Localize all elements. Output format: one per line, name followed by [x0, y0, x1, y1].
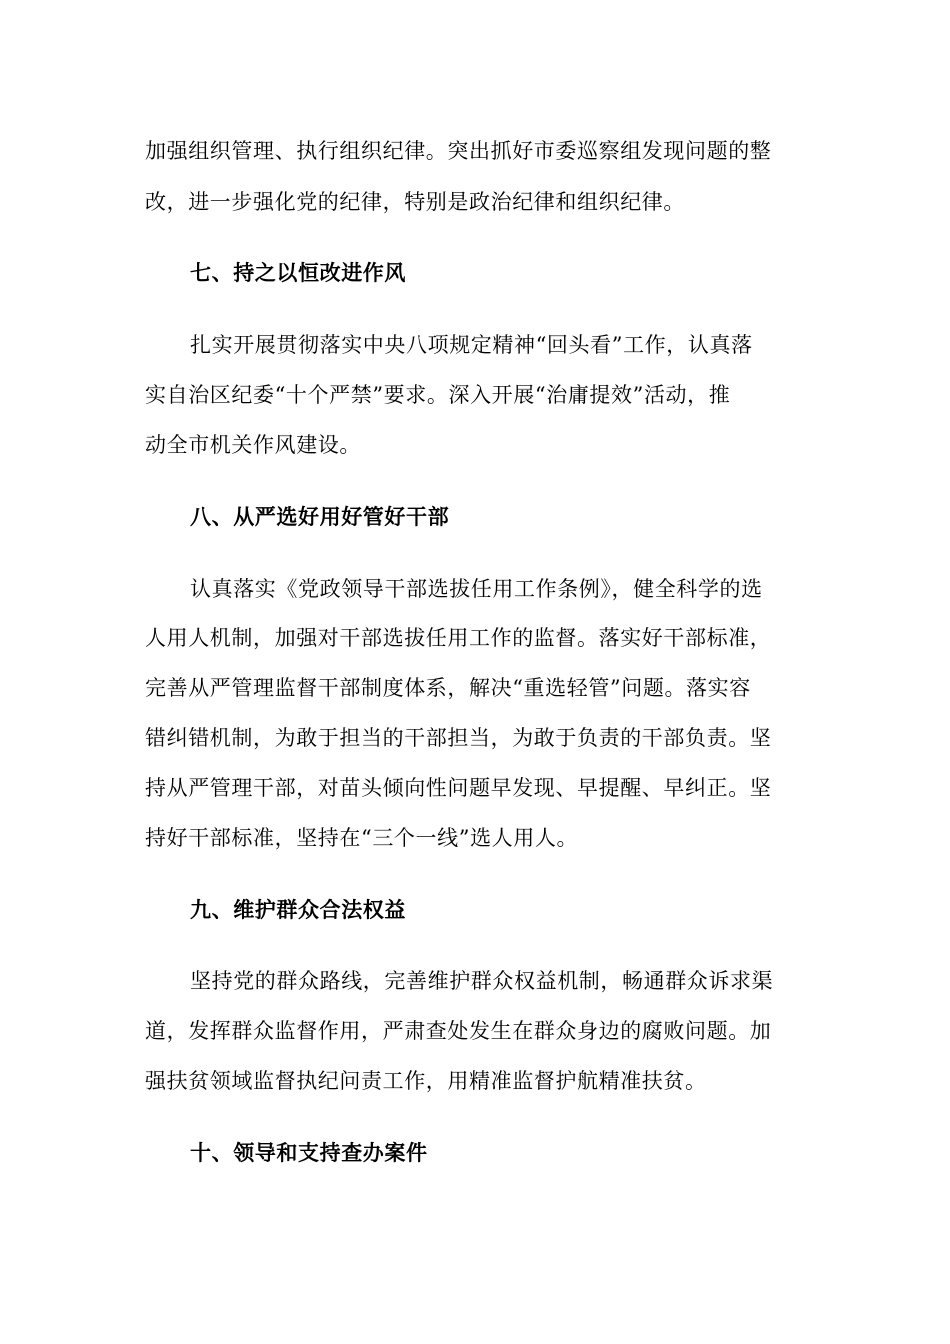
- section-heading-10: 十、领导和支持查办案件: [190, 1140, 428, 1165]
- section-heading-9: 九、维护群众合法权益: [190, 897, 406, 922]
- paragraph-line: 扎实开展贯彻落实中央八项规定精神“回头看”工作，认真落: [190, 333, 753, 357]
- paragraph-line: 持好干部标准，坚持在“三个一线”选人用人。: [145, 826, 579, 850]
- paragraph-line: 动全市机关作风建设。: [145, 433, 361, 457]
- paragraph-line: 认真落实《党政领导干部选拔任用工作条例》，健全科学的选: [190, 577, 763, 601]
- paragraph-line: 加强组织管理、执行组织纪律。突出抓好市委巡察组发现问题的整: [145, 139, 772, 163]
- section-heading-7: 七、持之以恒改进作风: [190, 260, 406, 285]
- section-heading-8: 八、从严选好用好管好干部: [190, 504, 450, 529]
- paragraph-line: 道，发挥群众监督作用，严肃查处发生在群众身边的腐败问题。加: [145, 1019, 772, 1043]
- paragraph-line: 完善从严管理监督干部制度体系，解决“重选轻管”问题。落实容: [145, 676, 751, 700]
- paragraph-line: 改，进一步强化党的纪律，特别是政治纪律和组织纪律。: [145, 190, 685, 214]
- paragraph-line: 错纠错机制，为敢于担当的干部担当，为敢于负责的干部负责。坚: [145, 726, 772, 750]
- paragraph-line: 强扶贫领域监督执纪问责工作，用精准监督护航精准扶贫。: [145, 1069, 707, 1093]
- paragraph-line: 人用人机制，加强对干部选拔任用工作的监督。落实好干部标准，: [145, 626, 772, 650]
- paragraph-line: 坚持党的群众路线，完善维护群众权益机制，畅通群众诉求渠: [190, 969, 774, 993]
- paragraph-line: 实自治区纪委“十个严禁”要求。深入开展“治庸提效”活动，推: [145, 383, 731, 407]
- paragraph-line: 持从严管理干部，对苗头倾向性问题早发现、早提醒、早纠正。坚: [145, 776, 772, 800]
